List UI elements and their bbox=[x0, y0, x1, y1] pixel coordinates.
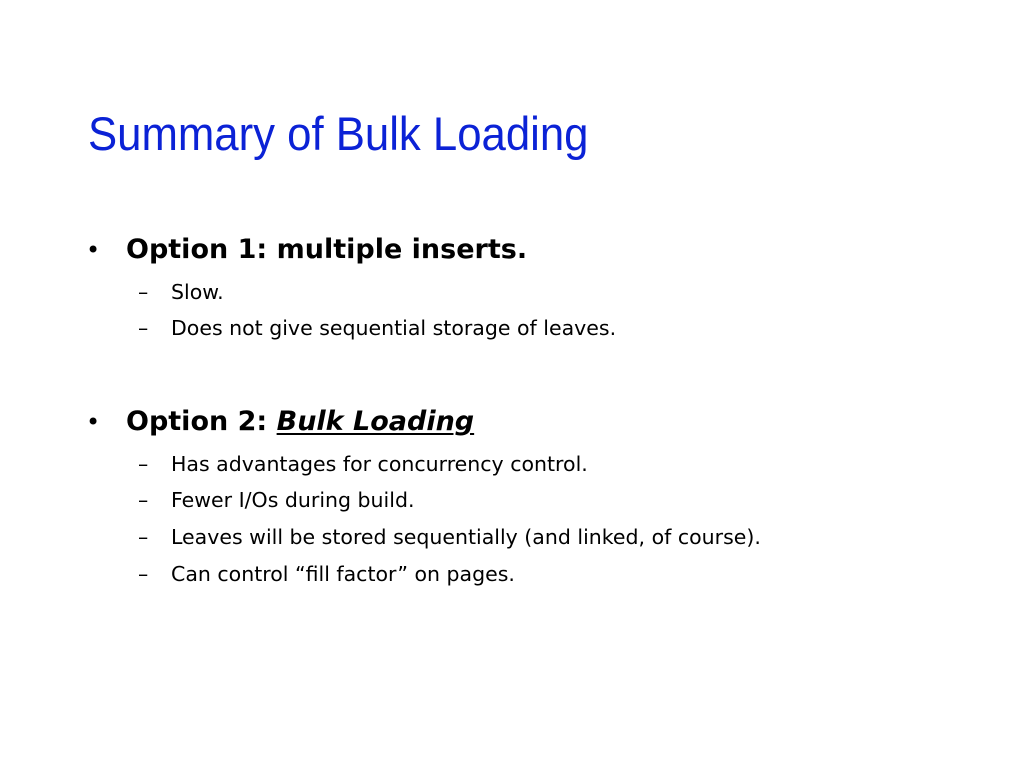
bullet-label bbox=[126, 402, 474, 442]
sub-marker: – bbox=[138, 488, 149, 512]
sub-marker: – bbox=[138, 316, 149, 340]
bullet-marker: • bbox=[86, 408, 101, 436]
sub-item-text: Has advantages for concurrency control. bbox=[171, 452, 588, 476]
sub-marker: – bbox=[138, 280, 149, 304]
bullet-marker: • bbox=[86, 236, 101, 264]
sub-item-text: Does not give sequential storage of leaves. bbox=[171, 316, 617, 340]
sub-item-text: Slow. bbox=[171, 280, 224, 304]
sub-marker: – bbox=[138, 525, 149, 549]
bullet-label-prefix: Option 2: bbox=[126, 406, 277, 437]
bullet-label: Option 1: multiple inserts. bbox=[126, 234, 528, 265]
sub-item-text: Leaves will be stored sequentially (and linked, of course). bbox=[171, 525, 761, 549]
bullet-label-emphasis: Bulk Loading bbox=[276, 406, 475, 437]
sub-marker: – bbox=[138, 452, 149, 476]
sub-marker: – bbox=[138, 562, 149, 586]
slide-title: Summary of Bulk Loading bbox=[88, 107, 589, 160]
sub-item-text: Can control “fill factor” on pages. bbox=[171, 562, 515, 586]
sub-item-text: Fewer I/Os during build. bbox=[171, 488, 415, 512]
